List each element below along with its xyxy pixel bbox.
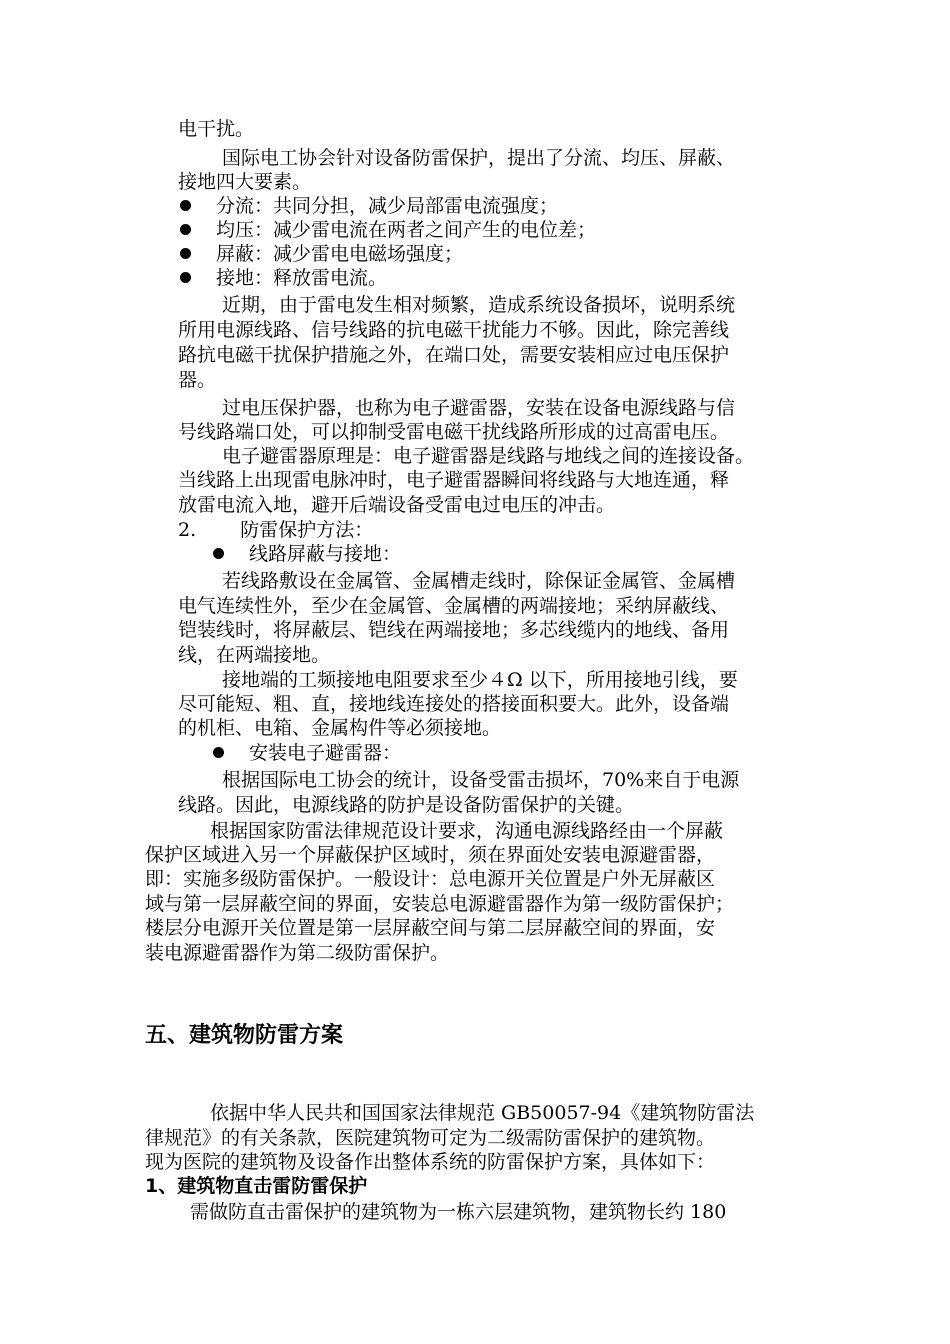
bullet-text: 安装电子避雷器： [249, 742, 402, 764]
bullet-text: 屏蔽：减少雷电电磁场强度； [216, 243, 464, 265]
text-line: 保护区域进入另一个屏蔽保护区域时，须在界面处安装电源避雷器， [145, 844, 716, 866]
bullet-item [180, 218, 596, 242]
text-line: 所用电源线路、信号线路的抗电磁干扰能力不够。因此，除完善线 [178, 319, 730, 341]
text-line: 律规范》的有关条款，医院建筑物可定为二级需防雷保护的建筑物。 [145, 1127, 716, 1149]
numbered-item [178, 518, 373, 542]
text-line: 国际电工协会针对设备防雷保护，提出了分流、均压、屏蔽、 [222, 147, 736, 169]
bullet-icon [180, 200, 191, 211]
text-line: 楼层分电源开关位置是第一层屏蔽空间与第二层屏蔽空间的界面，安 [145, 917, 716, 939]
text-line: 接地四大要素。 [178, 171, 312, 193]
text-line: 电气连续性外，至少在金属管、金属槽的两端接地；采纳屏蔽线、 [178, 595, 730, 617]
text-line: 的机柜、电箱、金属构件等必须接地。 [178, 717, 502, 739]
text-line: 线路。因此，电源线路的防护是设备防雷保护的关键。 [178, 794, 635, 816]
text-line: 近期，由于雷电发生相对频繁，造成系统设备损坏，说明系统 [222, 294, 736, 316]
text-line: 需做防直击雷保护的建筑物为一栋六层建筑物，建筑物长约 180 [190, 1201, 727, 1223]
bullet-icon [213, 747, 224, 758]
text-line: 放雷电流入地，避开后端设备受雷电过电压的冲击。 [178, 494, 616, 516]
text-line: 铠装线时，将屏蔽层、铠线在两端接地；多芯线缆内的地线、备用 [178, 619, 730, 641]
bullet-text: 均压：减少雷电流在两者之间产生的电位差； [216, 219, 597, 241]
text-line: 电干扰。 [178, 118, 255, 140]
bullet-icon [180, 224, 191, 235]
text-line: 若线路敷设在金属管、金属槽走线时，除保证金属管、金属槽 [222, 570, 736, 592]
text-line: 尽可能短、粗、直，接地线连接处的搭接面积要大。此外，设备端 [178, 693, 730, 715]
text-line: 根据国家防雷法律规范设计要求，沟通电源线路经由一个屏蔽 [210, 820, 724, 842]
text-line: 当线路上出现雷电脉冲时，电子避雷器瞬间将线路与大地连通，释 [178, 469, 730, 491]
bullet-item [180, 194, 558, 218]
bullet-text: 接地：释放雷电流。 [216, 267, 388, 289]
text-line: 器。 [178, 369, 217, 391]
text-line: 过电压保护器，也称为电子避雷器，安装在设备电源线路与信 [222, 397, 736, 419]
sub-bullet-item [213, 741, 401, 765]
text-line: 即：实施多级防雷保护。一般设计：总电源开关位置是户外无屏蔽区 [145, 868, 716, 890]
bullet-item [180, 242, 463, 266]
text-line: 接地端的工频接地电阻要求至少４Ω 以下，所用接地引线，要 [222, 669, 738, 691]
text-line: 现为医院的建筑物及设备作出整体系统的防雷保护方案，具体如下： [145, 1151, 716, 1173]
sub-bullet-item [213, 542, 401, 566]
text-line: 根据国际电工协会的统计，设备受雷击损坏，70%来自于电源 [222, 769, 740, 791]
text-line: 线，在两端接地。 [178, 644, 331, 666]
text-line: 装电源避雷器作为第二级防雷保护。 [145, 942, 450, 964]
text-line: 依据中华人民共和国国家法律规范 GB50057-94《建筑物防雷法 [210, 1102, 755, 1124]
text-line: 域与第一层屏蔽空间的界面，安装总电源避雷器作为第一级防雷保护； [145, 893, 735, 915]
bullet-text: 线路屏蔽与接地： [249, 543, 402, 565]
text-line: 号线路端口处，可以抑制受雷电磁干扰线路所形成的过高雷电压。 [178, 421, 730, 443]
bullet-icon [180, 248, 191, 259]
bullet-item [180, 266, 387, 290]
subsection-heading: 1、建筑物直击雷防雷保护 [145, 1175, 368, 1197]
bullet-icon [213, 548, 224, 559]
bullet-text: 分流：共同分担，减少局部雷电流强度； [216, 195, 559, 217]
bullet-icon [180, 272, 191, 283]
item-number: 2. [178, 519, 197, 541]
item-text: 防雷保护方法： [240, 519, 374, 541]
text-line: 路抗电磁干扰保护措施之外，在端口处，需要安装相应过电压保护 [178, 344, 730, 366]
section-heading: 五、建筑物防雷方案 [145, 1023, 344, 1048]
text-line: 电子避雷器原理是：电子避雷器是线路与地线之间的连接设备。 [222, 445, 755, 467]
